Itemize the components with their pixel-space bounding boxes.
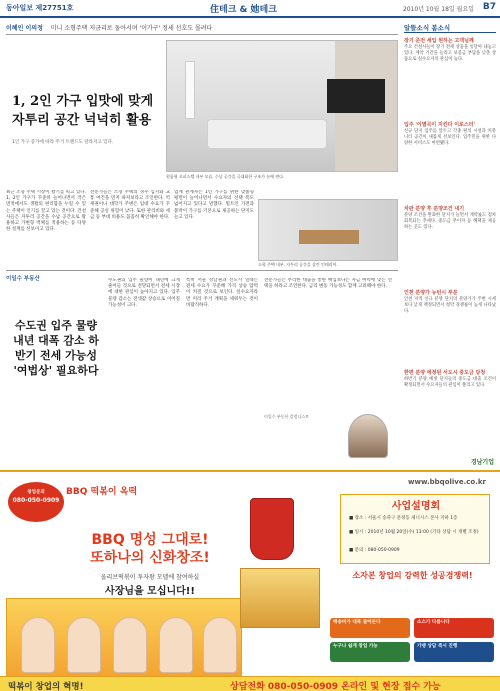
page-header [0, 0, 500, 18]
brand-logo: BBQ 떡볶이 옥떡 [66, 487, 138, 497]
feature-body-col-2: 전문가들은 소형 주택의 경우 입지와 교통 여건을 먼저 따져보라고 조언한다. 역세권이나 대학가 주변은 임대 수요가 꾸준해 공실 위험이 낮다. 또한 관리비와 세금 등 부대 비용도 꼼꼼히 확인해야 한다. [90, 190, 170, 220]
interior-photo-small [258, 199, 398, 261]
sidebar-item [404, 38, 496, 62]
tteokbokki-cup [250, 498, 294, 560]
sidebar-item-body: 인천 지역 신규 분양 단지의 분양가가 주변 시세보다 낮게 책정되면서 청약 경쟁률이 높게 나타났다. [404, 297, 496, 314]
publication-name: 동아일보 제27751호 [6, 4, 74, 12]
kid-figure [67, 617, 101, 673]
sidebar-item-heading: 인천 분양가 뉴턴시 부분 [404, 290, 458, 296]
store-photo [240, 568, 320, 628]
sidebar-item-body: 신규 단지 입주를 앞두고 각종 편의 시설과 커뮤니티 공간이 새롭게 선보인다. 입주민을 위한 다양한 서비스도 마련됐다. [404, 129, 496, 146]
sidebar-item-body: 분양 조건을 완화한 단지가 늘면서 계약률도 점차 회복되는 추세다. 중도금 무이자 등 혜택을 제공하는 곳도 있다. [404, 213, 496, 230]
photo2-caption: 소형 주택 내부. 자투리 공간을 살린 인테리어. [258, 262, 338, 267]
ad-bottom-bar [0, 676, 500, 691]
photo-lamp [185, 61, 195, 119]
sidebar-item [404, 290, 496, 314]
info-line: ■ 일시 : 2010년 10월 20일(수) 13:00 (기타 상담 시 개별 조정) [349, 530, 479, 535]
phone-badge-number: 080-050-0909 [12, 497, 60, 504]
interior-photo [166, 40, 398, 172]
info-line: ■ 장소 : 서울시 송파구 문정동 제너시스 본사 지하 1층 [349, 516, 458, 521]
photo-table [299, 230, 359, 244]
feature-lead: 1인 가구 증가에 따라 주거 트렌드도 달라지고 있다. [12, 140, 114, 145]
sidebar-title: 알뜰소식 봄소식 [404, 23, 496, 33]
ad-url[interactable]: www.bbqolive.co.kr [408, 478, 486, 486]
benefit-badge: 가맹 상담 즉시 진행 [414, 642, 494, 662]
sidebar-item [404, 206, 496, 230]
feature-tag: 이혜인 이의정 [6, 25, 43, 32]
phone-badge-label: 창업문의 [27, 490, 45, 495]
photo-tv [327, 79, 385, 113]
sidebar-item-heading: 장기 준전 세입 원하는 고객님께 [404, 38, 474, 44]
feature-body-col-1: 최근 소형 주택 시장이 활기를 띠고 있다. 1, 2인 가구가 꾸준히 늘어나면서 작은 면적에서도 생활의 편리함을 누릴 수 있는 주택이 인기를 끌고 있는 것이다. 건설사들은 자투리 공간을 수납 공간으로 활용하고 가변형 벽체를 적용하는 등 다양한 설계를 선보이고 있다. [6, 190, 86, 233]
sidebar-item [404, 370, 496, 389]
info-box [340, 494, 490, 564]
ad-bottom-slogan: 떡볶이 창업의 혁명! [8, 682, 84, 691]
info-title: 사업설명회 [391, 501, 441, 512]
photo-sofa [207, 119, 327, 149]
benefit-badge: 배송비가 대폭 줄어든다 [330, 618, 410, 638]
ad-bottom-contact[interactable]: 상담전화 080-050-0909 온라인 및 현장 접수 가능 [230, 682, 441, 691]
ad-slogan-2: 또하나의 신화창조! [90, 550, 210, 566]
kid-figure [113, 617, 147, 673]
kid-figure [21, 617, 55, 673]
feature-headline: 1, 2인 가구 입맛에 맞게 자투리 공간 넉넉히 활용 [12, 94, 154, 128]
column-body-col-1: 수도권의 입주 물량이 내년에 크게 줄어들 것으로 전망되면서 전세 시장에 대한 관심이 높아지고 있다. 입주 물량 감소는 전셋값 상승으로 이어질 가능성이 크다. [108, 278, 180, 308]
column-body-col-2: 특히 서울 강남권과 신도시 일대는 전세 수요가 꾸준해 가격 상승 압력이 커질 것으로 보인다. 실수요자라면 미리 주거 계획을 세워두는 것이 바람직하다. [186, 278, 258, 308]
columnist-portrait [348, 414, 388, 458]
column-tag: 이일수 부동산 [6, 276, 40, 282]
feature-kicker [6, 23, 398, 35]
advertisement [0, 470, 500, 691]
ad-cta: 소자본 창업의 강력한 성공경쟁력! [352, 571, 473, 580]
sidebar-item-heading: 한편 분양 에정된 서도시 중도금 당청 [404, 370, 486, 376]
feature-kicker-text: 미니 소형주택 저금리로 돌아서며 '이가구' 정세 선호도 몰려다 [50, 25, 213, 32]
sidebar-item [404, 122, 496, 146]
sidebar-item-body: 하반기 분양 예정 단지들의 중도금 대출 조건이 확정되면서 수요자들의 관심이 쏠리고 있다. [404, 377, 496, 388]
sidebar-item-heading: 차판 분양 후 분양조건 내기 [404, 206, 465, 212]
column-header [6, 274, 102, 284]
photo-caption: 원룸형 오피스텔 내부 모습. 수납 공간을 극대화한 구조가 눈에 띈다. [166, 174, 285, 179]
phone-badge [8, 482, 64, 522]
section-divider [6, 270, 398, 271]
issue-date: 2010년 10월 18일 월요일 [402, 6, 474, 13]
benefit-badge: 누구나 쉽게 창업 가능 [330, 642, 410, 662]
kids-photo [6, 598, 242, 680]
ad-slogan-4: 사장님을 모십니다!! [105, 586, 195, 597]
sidebar-item-heading: 입주 '이별곡이 지킨다 이로스터' [404, 122, 476, 128]
feature-body-col-3: 업계 관계자는 1인 가구를 위한 맞춤형 평면이 늘어나면서 수요자의 선택 폭도 넓어지고 있다고 말했다. 빌트인 가전과 붙박이 가구를 기본으로 제공하는 단지도 늘고 있다. [174, 190, 254, 220]
sidebar-item-body: 주요 건설사들이 장기 전세 상품을 잇달아 내놓고 있다. 계약 기간을 늘리고 보증금 부담을 낮춘 상품으로 실수요자의 관심이 높다. [404, 45, 496, 62]
column-byline: 이일수 부동산 칼럼니스트 [264, 414, 310, 419]
column-title: 수도권 입주 물량 내년 대폭 감소 하반기 전세 가능성 '여법상' 필요하다 [13, 319, 99, 377]
info-line: ■ 문의 : 080-050-0909 [349, 548, 400, 553]
kid-figure [159, 617, 193, 673]
page-number: B7 [482, 2, 496, 12]
ad-slogan-3: 올리브떡볶이 투자왕 모델에 참여하실 [100, 574, 200, 581]
kid-figure [203, 617, 237, 673]
benefit-badge: 소스가 다릅니다 [414, 618, 494, 638]
column-body-col-3: 전문가들은 무리한 대출을 통한 매입보다는 자금 여력에 맞는 선택을 하라고 조언한다. 금리 변동 가능성도 함께 고려해야 한다. [264, 278, 392, 290]
ad-slogan-1: BBQ 명성 그대로! [91, 532, 209, 548]
advertiser-logo: 경남기업 [470, 459, 494, 466]
section-title: 住테크 & 她테크 [210, 5, 277, 15]
